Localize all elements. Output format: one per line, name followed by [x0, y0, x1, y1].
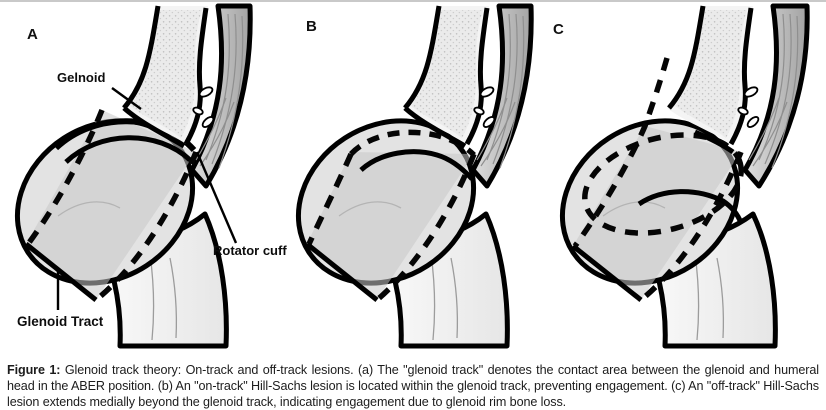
figure-panel-b: [281, 2, 561, 348]
rotator-cuff-shape: [745, 6, 807, 186]
figure-panel-a: [0, 2, 287, 348]
panel-letter-a: A: [27, 26, 39, 43]
figure-caption: [7, 362, 819, 410]
rotator-cuff-label: Rotator cuff: [213, 243, 287, 258]
figure-caption-label: Figure 1:: [7, 362, 61, 377]
glenoid-tract-label: Glenoid Tract: [17, 314, 104, 329]
shoulder-diagram-a: [0, 2, 280, 348]
figure-caption-text: Glenoid track theory: On-track and off-track lesions. (a) The "glenoid track" denotes the contact area between the glenoid and humeral head in the ABER position. (b) An "on-track" Hill-Sachs lesion is located within the glenoid track, preventing engagement. (c) An "off-track" Hill-Sachs lesion extends medially beyond the glenoid track, indicating engagement due to glenoid rim bone loss.: [7, 362, 819, 409]
shoulder-diagram-c: [545, 2, 825, 348]
panel-letter-c: C: [553, 21, 565, 38]
shoulder-diagram-b: [281, 2, 561, 348]
figure-panel-c: [545, 2, 825, 348]
glenoid-label: Gelnoid: [57, 70, 106, 85]
panel-letter-b: B: [306, 18, 318, 35]
